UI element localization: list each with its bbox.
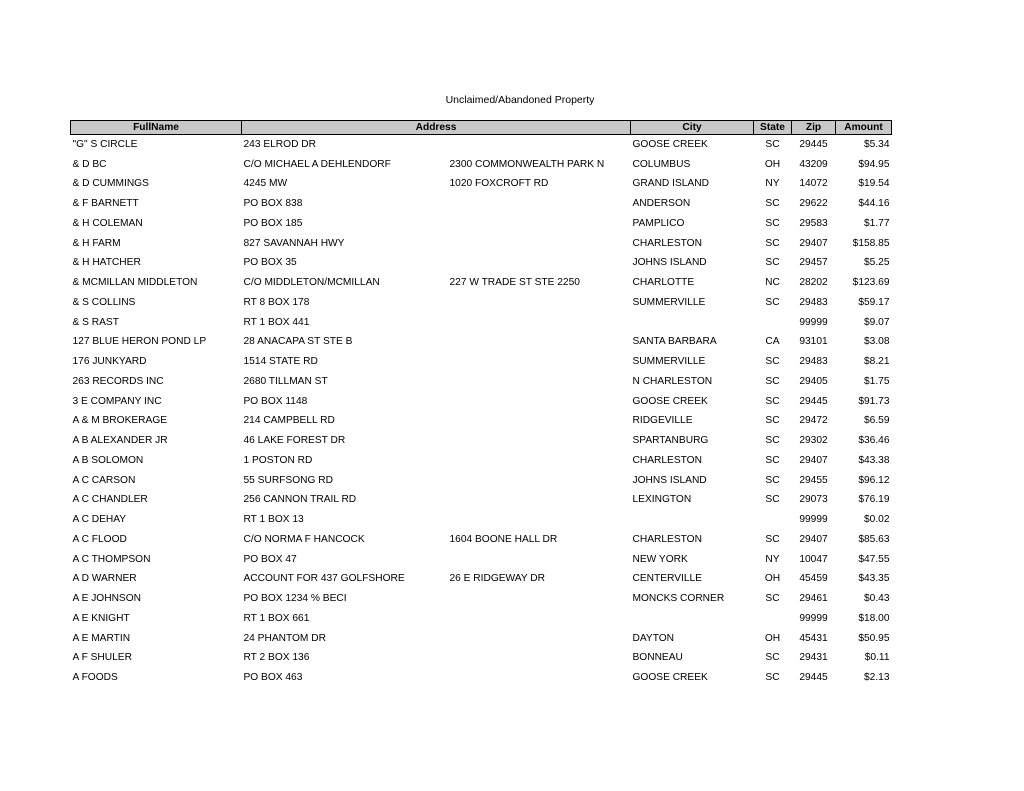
cell-address-line1: 28 ANACAPA ST STE B — [243, 336, 353, 348]
table-row — [71, 412, 892, 432]
cell-address-line1: PO BOX 1234 % BECI — [243, 593, 347, 605]
cell-city — [631, 510, 754, 530]
cell-fullname: A C CARSON — [72, 474, 136, 486]
cell-amount: $158.85 — [852, 237, 890, 249]
cell-city: CHARLESTON — [632, 533, 702, 545]
cell-fullname: A B ALEXANDER JR — [72, 435, 168, 447]
cell-address-line1: PO BOX 47 — [243, 553, 297, 565]
cell-amount: $36.46 — [858, 435, 890, 447]
table-row — [71, 372, 892, 392]
cell-address-line1: 1 POSTON RD — [243, 454, 313, 466]
table-row — [71, 392, 892, 412]
cell-fullname: & S COLLINS — [72, 296, 136, 308]
cell-amount: $59.17 — [858, 296, 890, 308]
cell-state: SC — [765, 533, 780, 545]
cell-state: SC — [765, 494, 780, 506]
table-row — [71, 570, 892, 590]
table-row — [71, 530, 892, 550]
column-header-state: State — [754, 121, 792, 135]
cell-zip: 99999 — [799, 514, 828, 526]
cell-city: CENTERVILLE — [632, 573, 702, 585]
cell-address-line1: 827 SAVANNAH HWY — [243, 237, 345, 249]
table-row — [71, 550, 892, 570]
cell-state: OH — [764, 632, 781, 644]
column-header-zip: Zip — [792, 121, 836, 135]
cell-zip: 29405 — [799, 375, 828, 387]
cell-state: SC — [765, 237, 780, 249]
cell-address-line2 — [448, 254, 631, 274]
table-row — [71, 234, 892, 254]
table-row — [71, 333, 892, 353]
cell-address-line2 — [448, 668, 631, 688]
cell-address-line1: 1514 STATE RD — [243, 356, 318, 368]
cell-fullname: & S RAST — [72, 316, 119, 328]
cell-address-line2: 1020 FOXCROFT RD — [449, 178, 549, 190]
cell-amount: $123.69 — [852, 277, 890, 289]
cell-zip: 29302 — [799, 435, 828, 447]
table-row — [71, 451, 892, 471]
cell-address-line2 — [448, 629, 631, 649]
cell-zip: 29445 — [799, 395, 828, 407]
cell-state — [754, 609, 792, 629]
cell-address-line2 — [448, 609, 631, 629]
cell-state: SC — [765, 138, 780, 150]
column-header-city: City — [631, 121, 754, 135]
cell-zip: 93101 — [799, 336, 828, 348]
cell-fullname: & H FARM — [72, 237, 121, 249]
cell-fullname: 127 BLUE HERON POND LP — [72, 336, 207, 348]
cell-fullname: & D CUMMINGS — [72, 178, 149, 190]
cell-fullname: & H COLEMAN — [72, 217, 143, 229]
column-header-address: Address — [242, 121, 631, 135]
cell-fullname: A FOODS — [72, 672, 118, 684]
cell-amount: $1.77 — [864, 217, 890, 229]
cell-zip: 29461 — [799, 593, 828, 605]
cell-fullname: A B SOLOMON — [72, 454, 144, 466]
table-row — [71, 135, 892, 155]
cell-address-line1: C/O MIDDLETON/MCMILLAN — [243, 277, 380, 289]
cell-amount: $85.63 — [858, 533, 890, 545]
cell-address-line1: PO BOX 838 — [243, 198, 303, 210]
cell-address-line2 — [448, 451, 631, 471]
cell-amount: $50.95 — [858, 632, 890, 644]
cell-address-line2 — [448, 293, 631, 313]
cell-zip: 29431 — [799, 652, 828, 664]
cell-amount: $1.75 — [864, 375, 890, 387]
table-row — [71, 668, 892, 688]
cell-amount: $0.11 — [864, 652, 890, 664]
cell-zip: 29407 — [799, 533, 828, 545]
cell-zip: 45459 — [799, 573, 828, 585]
cell-city: SUMMERVILLE — [632, 296, 706, 308]
cell-amount: $44.16 — [858, 198, 890, 210]
cell-state — [754, 313, 792, 333]
cell-fullname: 176 JUNKYARD — [72, 356, 147, 368]
cell-zip: 29622 — [799, 198, 828, 210]
cell-zip: 29445 — [799, 672, 828, 684]
table-row — [71, 510, 892, 530]
cell-address-line1: RT 1 BOX 13 — [243, 514, 304, 526]
page-title: Unclaimed/Abandoned Property — [445, 94, 595, 106]
cell-city: GOOSE CREEK — [632, 138, 708, 150]
table-row — [71, 609, 892, 629]
cell-city: SPARTANBURG — [632, 435, 709, 447]
cell-amount: $9.07 — [864, 316, 890, 328]
cell-address-line1: ACCOUNT FOR 437 GOLFSHORE — [243, 573, 405, 585]
table-row — [71, 491, 892, 511]
cell-state: SC — [765, 415, 780, 427]
cell-zip: 14072 — [799, 178, 828, 190]
cell-state: SC — [765, 454, 780, 466]
cell-address-line1: C/O MICHAEL A DEHLENDORF — [243, 158, 391, 170]
cell-city: BONNEAU — [632, 652, 683, 664]
cell-address-line2 — [448, 313, 631, 333]
column-header-amount: Amount — [836, 121, 892, 135]
cell-zip: 29583 — [799, 217, 828, 229]
cell-address-line2 — [448, 194, 631, 214]
cell-zip: 29407 — [799, 237, 828, 249]
cell-city: JOHNS ISLAND — [632, 257, 707, 269]
cell-fullname: & MCMILLAN MIDDLETON — [72, 277, 198, 289]
cell-zip: 29483 — [799, 356, 828, 368]
cell-address-line1: 243 ELROD DR — [243, 138, 316, 150]
cell-address-line2 — [448, 589, 631, 609]
cell-state: SC — [765, 375, 780, 387]
cell-address-line1: PO BOX 1148 — [243, 395, 308, 407]
cell-address-line1: 46 LAKE FOREST DR — [243, 435, 346, 447]
header-row — [71, 121, 892, 135]
cell-fullname: 3 E COMPANY INC — [72, 395, 162, 407]
cell-address-line2 — [448, 471, 631, 491]
cell-city: DAYTON — [632, 632, 675, 644]
cell-city: CHARLOTTE — [632, 277, 695, 289]
cell-fullname: A C THOMPSON — [72, 553, 151, 565]
cell-address-line2 — [448, 392, 631, 412]
cell-address-line2: 26 E RIDGEWAY DR — [449, 573, 545, 585]
cell-amount: $0.43 — [864, 593, 890, 605]
cell-zip: 10047 — [799, 553, 828, 565]
table-row — [71, 313, 892, 333]
cell-city — [631, 313, 754, 333]
cell-state: SC — [765, 593, 780, 605]
cell-address-line1: PO BOX 463 — [243, 672, 303, 684]
cell-state: OH — [764, 573, 781, 585]
cell-zip: 43209 — [799, 158, 828, 170]
cell-address-line2 — [448, 649, 631, 669]
cell-zip: 29073 — [799, 494, 828, 506]
column-header-fullname: FullName — [71, 121, 242, 135]
cell-zip: 29455 — [799, 474, 828, 486]
cell-address-line2 — [448, 550, 631, 570]
cell-city: MONCKS CORNER — [632, 593, 725, 605]
cell-zip: 29407 — [799, 454, 828, 466]
table-row — [71, 214, 892, 234]
cell-address-line1: RT 1 BOX 441 — [243, 316, 310, 328]
table-row — [71, 273, 892, 293]
cell-amount: $0.02 — [864, 514, 890, 526]
table-row — [71, 629, 892, 649]
cell-fullname: A E KNIGHT — [72, 612, 130, 624]
cell-amount: $8.21 — [864, 356, 890, 368]
cell-address-line2 — [448, 135, 631, 155]
cell-city: RIDGEVILLE — [632, 415, 693, 427]
table-row — [71, 175, 892, 195]
cell-state: SC — [765, 474, 780, 486]
cell-amount: $43.38 — [858, 454, 890, 466]
cell-amount: $76.19 — [858, 494, 890, 506]
cell-zip: 29483 — [799, 296, 828, 308]
cell-address-line2: 1604 BOONE HALL DR — [449, 533, 558, 545]
cell-address-line1: 24 PHANTOM DR — [243, 632, 326, 644]
cell-state: SC — [765, 672, 780, 684]
table-row — [71, 471, 892, 491]
cell-city: CHARLESTON — [632, 454, 702, 466]
cell-zip: 29457 — [799, 257, 828, 269]
table-row — [71, 254, 892, 274]
cell-address-line1: RT 2 BOX 136 — [243, 652, 310, 664]
cell-address-line1: 214 CAMPBELL RD — [243, 415, 335, 427]
table-row — [71, 431, 892, 451]
cell-address-line1: RT 8 BOX 178 — [243, 296, 310, 308]
cell-city: SANTA BARBARA — [632, 336, 717, 348]
cell-address-line2 — [448, 372, 631, 392]
cell-state: NY — [765, 178, 780, 190]
cell-city — [631, 609, 754, 629]
cell-fullname: A & M BROKERAGE — [72, 415, 168, 427]
cell-fullname: A C FLOOD — [72, 533, 127, 545]
cell-zip: 29445 — [799, 138, 828, 150]
cell-fullname: & F BARNETT — [72, 198, 139, 210]
cell-state: OH — [764, 158, 781, 170]
cell-fullname: 263 RECORDS INC — [72, 375, 164, 387]
cell-amount: $43.35 — [858, 573, 890, 585]
cell-amount: $18.00 — [858, 612, 890, 624]
property-table — [70, 120, 892, 688]
cell-address-line2 — [448, 510, 631, 530]
cell-state: NY — [765, 553, 780, 565]
cell-address-line2 — [448, 333, 631, 353]
cell-address-line2 — [448, 491, 631, 511]
cell-fullname: A C DEHAY — [72, 514, 127, 526]
cell-city: ANDERSON — [632, 198, 691, 210]
cell-fullname: A F SHULER — [72, 652, 132, 664]
cell-address-line1: RT 1 BOX 661 — [243, 612, 310, 624]
table-body — [71, 135, 892, 689]
cell-city: CHARLESTON — [632, 237, 702, 249]
cell-address-line2 — [448, 234, 631, 254]
cell-state: CA — [765, 336, 780, 348]
cell-address-line1: 2680 TILLMAN ST — [243, 375, 328, 387]
cell-address-line1: PO BOX 185 — [243, 217, 303, 229]
table-row — [71, 649, 892, 669]
cell-address-line1: 55 SURFSONG RD — [243, 474, 333, 486]
cell-amount: $3.08 — [864, 336, 890, 348]
cell-amount: $6.59 — [864, 415, 890, 427]
cell-fullname: A E MARTIN — [72, 632, 131, 644]
table-row — [71, 352, 892, 372]
cell-zip: 99999 — [799, 316, 828, 328]
cell-city: JOHNS ISLAND — [632, 474, 707, 486]
cell-zip: 29472 — [799, 415, 828, 427]
cell-address-line2: 2300 COMMONWEALTH PARK N — [449, 158, 605, 170]
cell-address-line2 — [448, 412, 631, 432]
cell-address-line2 — [448, 431, 631, 451]
cell-fullname: A C CHANDLER — [72, 494, 148, 506]
cell-city: GOOSE CREEK — [632, 395, 708, 407]
cell-city: SUMMERVILLE — [632, 356, 706, 368]
cell-state: SC — [765, 296, 780, 308]
cell-fullname: A E JOHNSON — [72, 593, 141, 605]
cell-state: SC — [765, 652, 780, 664]
cell-address-line1: C/O NORMA F HANCOCK — [243, 533, 365, 545]
table-row — [71, 155, 892, 175]
cell-amount: $91.73 — [858, 395, 890, 407]
cell-amount: $96.12 — [858, 474, 890, 486]
cell-amount: $94.95 — [858, 158, 890, 170]
cell-state: SC — [765, 257, 780, 269]
cell-state: SC — [765, 356, 780, 368]
cell-state: SC — [765, 435, 780, 447]
cell-address-line1: 256 CANNON TRAIL RD — [243, 494, 357, 506]
cell-amount: $19.54 — [858, 178, 890, 190]
cell-fullname: A D WARNER — [72, 573, 137, 585]
cell-city: PAMPLICO — [632, 217, 685, 229]
cell-zip: 99999 — [799, 612, 828, 624]
cell-zip: 45431 — [799, 632, 828, 644]
table-row — [71, 589, 892, 609]
cell-city: COLUMBUS — [632, 158, 691, 170]
cell-fullname: "G" S CIRCLE — [72, 138, 138, 150]
cell-state: SC — [765, 198, 780, 210]
cell-zip: 28202 — [799, 277, 828, 289]
cell-amount: $5.34 — [864, 138, 890, 150]
cell-city: LEXINGTON — [632, 494, 692, 506]
cell-fullname: & H HATCHER — [72, 257, 141, 269]
cell-address-line1: PO BOX 35 — [243, 257, 297, 269]
cell-city: NEW YORK — [632, 553, 688, 565]
cell-amount: $47.55 — [858, 553, 890, 565]
table-row — [71, 194, 892, 214]
cell-city: N CHARLESTON — [632, 375, 713, 387]
cell-address-line1: 4245 MW — [243, 178, 288, 190]
cell-city: GRAND ISLAND — [632, 178, 709, 190]
cell-address-line2 — [448, 352, 631, 372]
cell-city: GOOSE CREEK — [632, 672, 708, 684]
cell-address-line2 — [448, 214, 631, 234]
cell-state: SC — [765, 395, 780, 407]
cell-state: SC — [765, 217, 780, 229]
cell-state: NC — [765, 277, 780, 289]
cell-fullname: & D BC — [72, 158, 107, 170]
cell-address-line2: 227 W TRADE ST STE 2250 — [449, 277, 580, 289]
table-row — [71, 293, 892, 313]
cell-amount: $5.25 — [864, 257, 890, 269]
cell-state — [754, 510, 792, 530]
cell-amount: $2.13 — [864, 672, 890, 684]
